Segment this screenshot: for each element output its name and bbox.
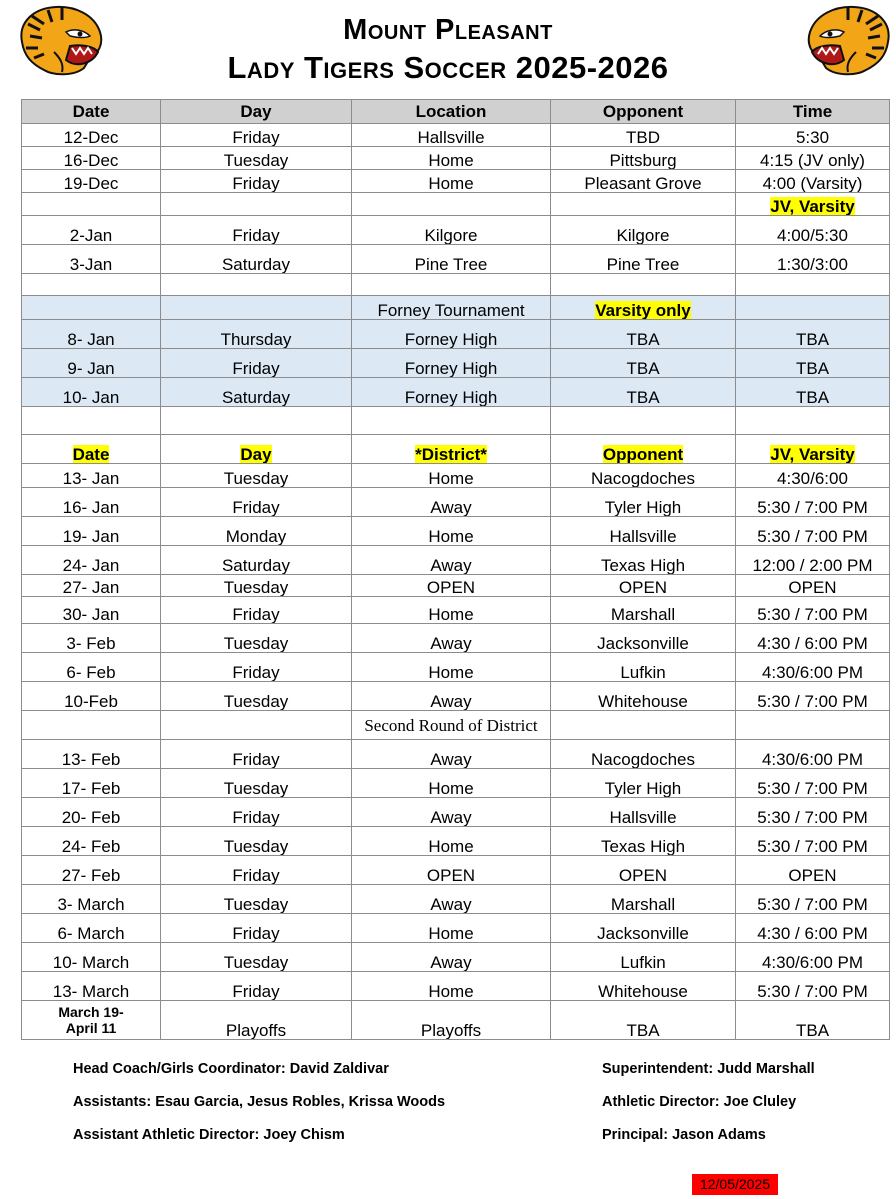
table-row	[22, 546, 890, 575]
cell-location: Away	[352, 885, 551, 914]
table-cell	[736, 407, 890, 435]
cell-opponent: TBA	[551, 378, 736, 407]
cell-date: 6- Feb	[22, 653, 161, 682]
cell-date: 16- Jan	[22, 488, 161, 517]
cell-day: Friday	[161, 597, 352, 624]
cell-day: Friday	[161, 653, 352, 682]
highlighted-text: Varsity only	[595, 301, 691, 320]
assistant-athletic-director: Assistant Athletic Director: Joey Chism	[73, 1127, 345, 1143]
column-header: Opponent	[551, 100, 736, 124]
cell-date: 6- March	[22, 914, 161, 943]
cell-date: 19- Jan	[22, 517, 161, 546]
cell-time: 12:00 / 2:00 PM	[736, 546, 890, 575]
cell-time: 5:30 / 7:00 PM	[736, 488, 890, 517]
cell-location: Away	[352, 624, 551, 653]
table-row	[22, 488, 890, 517]
table-cell	[352, 193, 551, 216]
varsity-only-note	[551, 296, 736, 320]
cell-day: Monday	[161, 517, 352, 546]
table-cell	[22, 407, 161, 435]
table-cell	[551, 193, 736, 216]
table-row	[22, 827, 890, 856]
cell-opponent: Whitehouse	[551, 972, 736, 1001]
district-column-header	[551, 435, 736, 464]
cell-opponent: TBD	[551, 124, 736, 147]
cell-location: Away	[352, 488, 551, 517]
cell-date: 16-Dec	[22, 147, 161, 170]
cell-location: Away	[352, 682, 551, 711]
cell-date: 30- Jan	[22, 597, 161, 624]
cell-opponent: Hallsville	[551, 798, 736, 827]
cell-date: 20- Feb	[22, 798, 161, 827]
cell-time: 5:30 / 7:00 PM	[736, 517, 890, 546]
cell-day: Tuesday	[161, 147, 352, 170]
table-row	[22, 885, 890, 914]
table-row	[22, 349, 890, 378]
cell-opponent: Lufkin	[551, 653, 736, 682]
cell-time: OPEN	[736, 856, 890, 885]
cell-date: 9- Jan	[22, 349, 161, 378]
cell-location: Home	[352, 464, 551, 488]
cell-day: Tuesday	[161, 464, 352, 488]
highlighted-text: JV, Varsity	[770, 445, 855, 464]
table-cell	[551, 407, 736, 435]
table-cell	[551, 274, 736, 296]
page-title: Mount Pleasant	[343, 14, 553, 46]
cell-day: Friday	[161, 170, 352, 193]
spacer-row	[22, 274, 890, 296]
table-cell	[22, 193, 161, 216]
playoffs-date-start: March 19-	[58, 1004, 124, 1020]
cell-location: Pine Tree	[352, 245, 551, 274]
table-row	[22, 245, 890, 274]
cell-location: Forney High	[352, 320, 551, 349]
cell-day: Tuesday	[161, 885, 352, 914]
cell-date: 3-Jan	[22, 245, 161, 274]
cell-location: Away	[352, 546, 551, 575]
cell-opponent: Kilgore	[551, 216, 736, 245]
district-column-header	[736, 435, 890, 464]
cell-location: Home	[352, 972, 551, 1001]
cell-day: Friday	[161, 216, 352, 245]
cell-time: TBA	[736, 320, 890, 349]
cell-time: 5:30 / 7:00 PM	[736, 769, 890, 798]
cell-date: 10- Jan	[22, 378, 161, 407]
highlighted-text: Date	[72, 445, 110, 464]
cell-date: 10- March	[22, 943, 161, 972]
cell-opponent: Hallsville	[551, 517, 736, 546]
column-header: Day	[161, 100, 352, 124]
cell-time: 4:00 (Varsity)	[736, 170, 890, 193]
table-cell	[352, 274, 551, 296]
cell-date: 27- Jan	[22, 575, 161, 597]
cell-time: 5:30 / 7:00 PM	[736, 972, 890, 1001]
table-cell	[161, 193, 352, 216]
note-row	[22, 193, 890, 216]
table-row	[22, 575, 890, 597]
cell-day: Friday	[161, 856, 352, 885]
cell-opponent: Nacogdoches	[551, 464, 736, 488]
second-round-row	[22, 711, 890, 740]
district-column-header	[161, 435, 352, 464]
playoffs-row	[22, 1001, 890, 1040]
cell-time: OPEN	[736, 575, 890, 597]
cell-time: 1:30/3:00	[736, 245, 890, 274]
cell-day: Tuesday	[161, 682, 352, 711]
cell-day: Tuesday	[161, 575, 352, 597]
cell-time: TBA	[736, 378, 890, 407]
cell-location: Forney High	[352, 378, 551, 407]
cell-time: 5:30 / 7:00 PM	[736, 885, 890, 914]
cell-opponent: Jacksonville	[551, 914, 736, 943]
district-header-row	[22, 435, 890, 464]
table-cell	[736, 274, 890, 296]
table-row	[22, 624, 890, 653]
highlighted-text: *District*	[415, 445, 487, 464]
cell-opponent: Nacogdoches	[551, 740, 736, 769]
cell-opponent: Whitehouse	[551, 682, 736, 711]
cell-date: 3- Feb	[22, 624, 161, 653]
playoffs-date-end: April 11	[65, 1020, 117, 1036]
cell-day: Thursday	[161, 320, 352, 349]
cell-day: Friday	[161, 914, 352, 943]
cell-opponent: Pleasant Grove	[551, 170, 736, 193]
cell-location: Hallsville	[352, 124, 551, 147]
cell-day: Friday	[161, 488, 352, 517]
table-row	[22, 320, 890, 349]
table-row	[22, 216, 890, 245]
table-cell	[22, 274, 161, 296]
schedule-table	[21, 99, 890, 1040]
jv-varsity-note	[736, 193, 890, 216]
cell-time: 4:30/6:00 PM	[736, 740, 890, 769]
cell-date: 3- March	[22, 885, 161, 914]
cell-location: Home	[352, 597, 551, 624]
table-cell	[352, 407, 551, 435]
table-cell	[22, 711, 161, 740]
table-cell	[736, 711, 890, 740]
tournament-title-row	[22, 296, 890, 320]
table-cell	[551, 711, 736, 740]
cell-time: TBA	[736, 1001, 890, 1040]
cell-time: 4:30/6:00	[736, 464, 890, 488]
cell-day: Friday	[161, 124, 352, 147]
cell-day: Saturday	[161, 245, 352, 274]
assistants: Assistants: Esau Garcia, Jesus Robles, Krissa Woods	[73, 1094, 446, 1110]
cell-opponent: Marshall	[551, 597, 736, 624]
column-header: Location	[352, 100, 551, 124]
cell-date: 24- Feb	[22, 827, 161, 856]
second-round-label: Second Round of District	[352, 711, 551, 740]
highlighted-text: JV, Varsity	[770, 197, 855, 216]
cell-opponent: Tyler High	[551, 488, 736, 517]
table-row	[22, 517, 890, 546]
district-column-header	[22, 435, 161, 464]
cell-opponent: TBA	[551, 349, 736, 378]
cell-time: TBA	[736, 349, 890, 378]
cell-time: 4:30/6:00 PM	[736, 943, 890, 972]
cell-time: 5:30 / 7:00 PM	[736, 827, 890, 856]
table-row	[22, 798, 890, 827]
cell-day: Friday	[161, 972, 352, 1001]
cell-opponent: Marshall	[551, 885, 736, 914]
cell-opponent: Pine Tree	[551, 245, 736, 274]
head-coach: Head Coach/Girls Coordinator: David Zaldivar	[73, 1061, 389, 1077]
column-header: Date	[22, 100, 161, 124]
table-cell	[736, 296, 890, 320]
cell-day: Friday	[161, 349, 352, 378]
cell-opponent: Lufkin	[551, 943, 736, 972]
cell-day: Friday	[161, 740, 352, 769]
cell-day: Friday	[161, 798, 352, 827]
cell-time: 4:15 (JV only)	[736, 147, 890, 170]
cell-location: Home	[352, 147, 551, 170]
cell-date: 24- Jan	[22, 546, 161, 575]
cell-day: Tuesday	[161, 943, 352, 972]
cell-location: Playoffs	[352, 1001, 551, 1040]
cell-day: Saturday	[161, 378, 352, 407]
cell-location: OPEN	[352, 856, 551, 885]
superintendent: Superintendent: Judd Marshall	[602, 1061, 815, 1077]
cell-date: 13- March	[22, 972, 161, 1001]
column-header: Time	[736, 100, 890, 124]
cell-time: 5:30 / 7:00 PM	[736, 682, 890, 711]
table-row	[22, 682, 890, 711]
cell-day: Tuesday	[161, 827, 352, 856]
cell-day: Saturday	[161, 546, 352, 575]
cell-date: 2-Jan	[22, 216, 161, 245]
table-row	[22, 653, 890, 682]
cell-date: 10-Feb	[22, 682, 161, 711]
cell-location: Home	[352, 914, 551, 943]
cell-day: Tuesday	[161, 769, 352, 798]
athletic-director: Athletic Director: Joe Cluley	[602, 1094, 797, 1110]
cell-time: 5:30 / 7:00 PM	[736, 798, 890, 827]
table-row	[22, 147, 890, 170]
table-row	[22, 378, 890, 407]
cell-opponent: Texas High	[551, 827, 736, 856]
table-cell	[161, 711, 352, 740]
cell-opponent: Jacksonville	[551, 624, 736, 653]
cell-date: 13- Feb	[22, 740, 161, 769]
cell-date: 12-Dec	[22, 124, 161, 147]
cell-opponent: TBA	[551, 320, 736, 349]
table-cell	[22, 296, 161, 320]
table-row	[22, 170, 890, 193]
cell-location: Home	[352, 769, 551, 798]
district-column-header	[352, 435, 551, 464]
cell-opponent: OPEN	[551, 575, 736, 597]
cell-time: 4:30 / 6:00 PM	[736, 914, 890, 943]
column-header-row	[22, 100, 890, 124]
table-cell	[161, 274, 352, 296]
table-row	[22, 464, 890, 488]
playoffs-date	[22, 1001, 161, 1040]
cell-location: Forney High	[352, 349, 551, 378]
table-row	[22, 914, 890, 943]
table-row	[22, 943, 890, 972]
cell-opponent: OPEN	[551, 856, 736, 885]
cell-date: 27- Feb	[22, 856, 161, 885]
cell-location: Home	[352, 653, 551, 682]
table-cell	[161, 407, 352, 435]
highlighted-text: Day	[240, 445, 272, 464]
cell-day: Playoffs	[161, 1001, 352, 1040]
cell-location: Home	[352, 827, 551, 856]
cell-opponent: Pittsburg	[551, 147, 736, 170]
cell-date: 13- Jan	[22, 464, 161, 488]
cell-location: Away	[352, 740, 551, 769]
tournament-name: Forney Tournament	[352, 296, 551, 320]
cell-time: 5:30	[736, 124, 890, 147]
table-cell	[161, 296, 352, 320]
table-row	[22, 972, 890, 1001]
cell-time: 4:00/5:30	[736, 216, 890, 245]
cell-date: 17- Feb	[22, 769, 161, 798]
highlighted-text: Opponent	[602, 445, 684, 464]
cell-time: 4:30 / 6:00 PM	[736, 624, 890, 653]
cell-time: 4:30/6:00 PM	[736, 653, 890, 682]
cell-date: 8- Jan	[22, 320, 161, 349]
cell-location: OPEN	[352, 575, 551, 597]
cell-location: Home	[352, 517, 551, 546]
principal: Principal: Jason Adams	[602, 1127, 766, 1143]
cell-location: Away	[352, 943, 551, 972]
table-row	[22, 597, 890, 624]
cell-location: Away	[352, 798, 551, 827]
table-row	[22, 740, 890, 769]
cell-date: 19-Dec	[22, 170, 161, 193]
cell-opponent: Tyler High	[551, 769, 736, 798]
page-subtitle: Lady Tigers Soccer 2025-2026	[227, 50, 669, 85]
cell-opponent: Texas High	[551, 546, 736, 575]
cell-day: Tuesday	[161, 624, 352, 653]
cell-time: 5:30 / 7:00 PM	[736, 597, 890, 624]
table-row	[22, 769, 890, 798]
cell-opponent: TBA	[551, 1001, 736, 1040]
cell-location: Home	[352, 170, 551, 193]
spacer-row	[22, 407, 890, 435]
table-row	[22, 856, 890, 885]
revision-date: 12/05/2025	[692, 1174, 778, 1195]
table-row	[22, 124, 890, 147]
cell-location: Kilgore	[352, 216, 551, 245]
